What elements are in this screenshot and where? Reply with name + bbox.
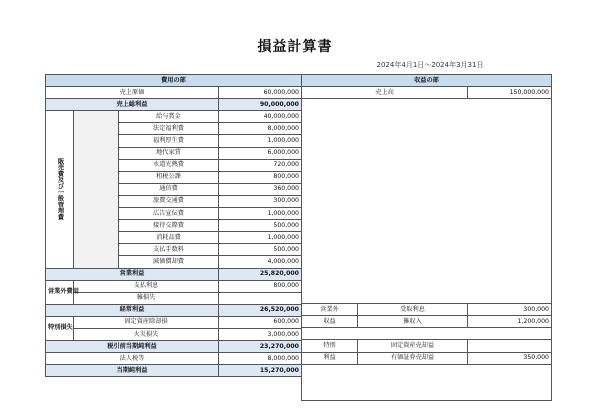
special-gain-value xyxy=(468,340,552,352)
nonop-revenue-group-label-a: 営業外 xyxy=(302,304,358,316)
sga-item-label: 福利厚生費 xyxy=(119,135,219,147)
sga-spacer xyxy=(74,111,119,268)
sga-item-value: 1,000,000 xyxy=(219,208,302,220)
sga-item-value: 4,000,000 xyxy=(219,256,302,268)
sga-item-label: 地代家賃 xyxy=(119,147,219,159)
sga-item-value: 40,000,000 xyxy=(219,111,302,123)
special-gain-label: 固定資産売却益 xyxy=(358,340,468,352)
sga-item-value: 300,000 xyxy=(219,195,302,207)
sga-item-label: 給与賞金 xyxy=(119,111,219,123)
net-profit-label: 当期純利益 xyxy=(46,365,219,377)
tax-value: 8,000,000 xyxy=(219,353,302,365)
ordinary-profit-label: 経常利益 xyxy=(46,304,219,316)
revenue-blank-bottom xyxy=(302,364,552,400)
sales-value: 150,000,000 xyxy=(468,87,552,99)
special-loss-value: 3,000,000 xyxy=(219,328,302,340)
sga-item-label: 租税公課 xyxy=(119,171,219,183)
sga-item-value: 800,000 xyxy=(219,171,302,183)
nonop-revenue-value: 1,200,000 xyxy=(468,316,552,328)
sga-item-value: 720,000 xyxy=(219,159,302,171)
sga-item-label: 広告宣伝費 xyxy=(119,208,219,220)
sga-item-value: 1,000,000 xyxy=(219,232,302,244)
nonop-expense-group-label: 営業外費用 xyxy=(46,280,74,304)
nonop-revenue-value: 300,000 xyxy=(468,304,552,316)
cost-of-sales-label: 売上原価 xyxy=(46,87,219,99)
revenue-header: 収益の部 xyxy=(302,75,552,87)
expense-header: 費用の部 xyxy=(46,75,302,87)
special-loss-label: 火災損失 xyxy=(74,328,219,340)
sga-item-label: 減価償却費 xyxy=(119,256,219,268)
sga-item-label: 旅費交通費 xyxy=(119,195,219,207)
special-gain-group-label-a: 特別 xyxy=(302,340,358,352)
sga-item-value: 1,000,000 xyxy=(219,135,302,147)
sga-item-label: 法定福利費 xyxy=(119,123,219,135)
sga-item-label: 水道光熱費 xyxy=(119,159,219,171)
nonop-revenue-label: 受取利息 xyxy=(358,304,468,316)
period-label: 2024年4月1日～2024年3月31日 xyxy=(376,61,484,69)
tax-label: 法人税等 xyxy=(46,353,219,365)
sales-label: 売上高 xyxy=(302,87,468,99)
sga-item-value: 6,000,000 xyxy=(219,147,302,159)
ordinary-profit-value: 26,520,000 xyxy=(219,304,302,316)
pretax-profit-value: 23,270,000 xyxy=(219,341,302,353)
nonop-revenue-label: 雑収入 xyxy=(358,316,468,328)
special-gain-group-label-b: 利益 xyxy=(302,352,358,364)
sga-item-label: 消耗品費 xyxy=(119,232,219,244)
sga-item-label: 支払手数料 xyxy=(119,244,219,256)
gross-profit-label: 売上総利益 xyxy=(46,99,219,111)
revenue-blank-area xyxy=(302,99,552,304)
sga-item-value: 8,000,000 xyxy=(219,123,302,135)
special-gain-value: 350,000 xyxy=(468,352,552,364)
operating-profit-label: 営業利益 xyxy=(46,268,219,280)
pretax-profit-label: 税引前当期純利益 xyxy=(46,341,219,353)
nonop-expense-value: 800,000 xyxy=(219,280,302,292)
nonop-expense-label: 雑損失 xyxy=(74,292,219,304)
sga-item-value: 500,000 xyxy=(219,220,302,232)
sga-item-label: 接待交際費 xyxy=(119,220,219,232)
net-profit-value: 15,270,000 xyxy=(219,365,302,377)
special-gain-label: 有価証券売却益 xyxy=(358,352,468,364)
revenue-table xyxy=(301,74,552,401)
special-loss-group-label: 特別損失 xyxy=(46,316,74,340)
expense-table xyxy=(45,74,302,377)
page-title: 損益計算書 xyxy=(257,39,333,55)
operating-profit-value: 25,820,000 xyxy=(219,268,302,280)
nonop-expense-label: 支払利息 xyxy=(74,280,219,292)
nonop-expense-value xyxy=(219,292,302,304)
gross-profit-value: 90,000,000 xyxy=(219,99,302,111)
sga-group-label: 販売費及び一般管理費 xyxy=(46,111,74,268)
nonop-revenue-group-label-b: 収益 xyxy=(302,316,358,328)
sga-item-label: 通信費 xyxy=(119,183,219,195)
special-loss-label: 固定資産除却損 xyxy=(74,316,219,328)
revenue-blank-row xyxy=(302,328,552,340)
sga-item-value: 360,000 xyxy=(219,183,302,195)
special-loss-value: 600,000 xyxy=(219,316,302,328)
cost-of-sales-value: 60,000,000 xyxy=(219,87,302,99)
sga-item-value: 500,000 xyxy=(219,244,302,256)
